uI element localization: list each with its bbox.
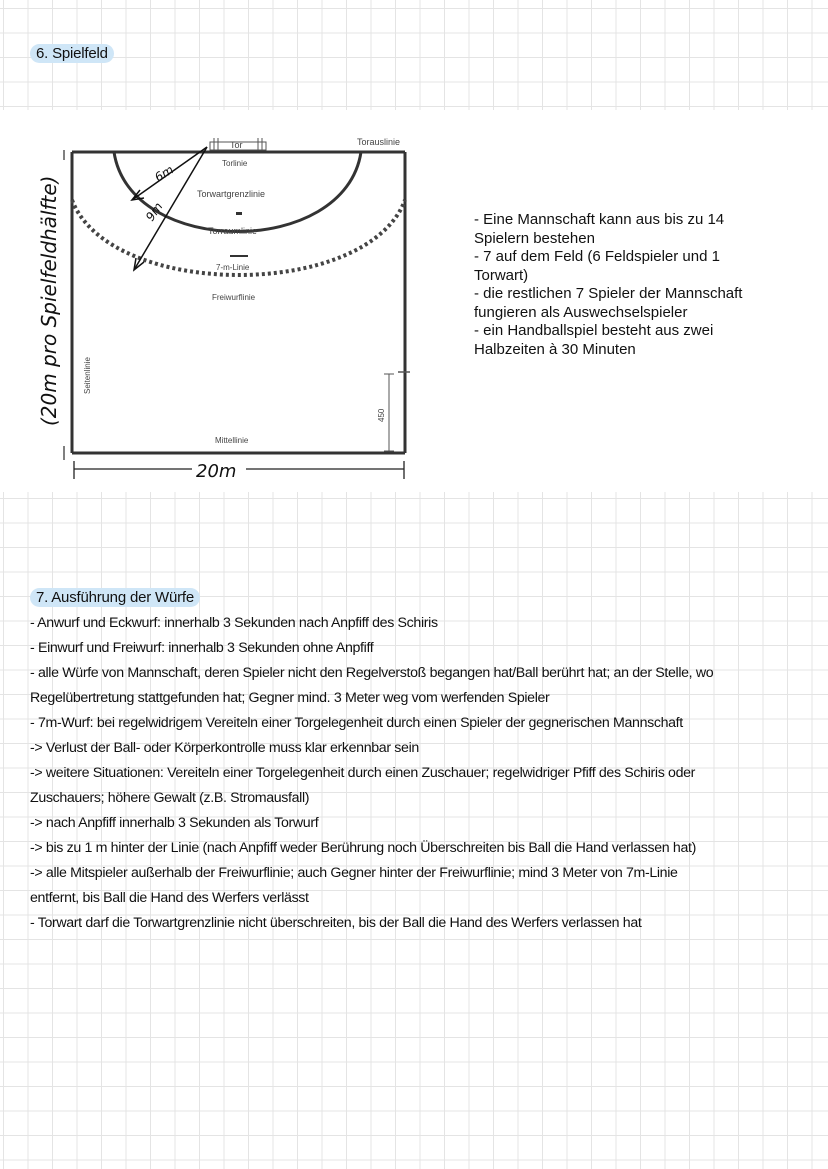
label-radius-6m: 6m <box>152 162 176 185</box>
throws-text <box>30 611 820 936</box>
label-torraumlinie: Torraumlinie <box>208 226 258 236</box>
info-line: Halbzeiten à 30 Minuten <box>474 340 636 358</box>
label-torauslinie: Torauslinie <box>357 137 401 147</box>
label-width-20m: 20m <box>196 461 237 482</box>
text-line: - Anwurf und Eckwurf: innerhalb 3 Sekunden nach Anpfiff des Schiris <box>30 615 438 631</box>
text-line: -> alle Mitspieler außerhalb der Freiwurflinie; auch Gegner hinter der Freiwurflinie; mind 3 Meter von 7m-Linie <box>30 865 678 881</box>
info-line: - die restlichen 7 Spieler der Mannschaft <box>474 285 743 302</box>
label-torlinie: Torlinie <box>222 159 248 168</box>
section-heading-spielfeld: 6. Spielfeld <box>30 44 114 63</box>
text-line: -> Verlust der Ball- oder Körperkontrolle muss klar erkennbar sein <box>30 740 419 756</box>
text-line: Regelübertretung stattgefunden hat; Gegner mind. 3 Meter weg vom werfenden Spieler <box>30 690 550 706</box>
goalkeeper-limit-mark <box>236 212 242 215</box>
team-info <box>474 211 794 359</box>
label-radius-9m: 9m <box>142 199 166 224</box>
label-tor: Tor <box>230 140 243 150</box>
section-heading-wuerfe: 7. Ausführung der Würfe <box>30 588 200 607</box>
info-line: Spielern bestehen <box>474 229 595 247</box>
text-line: Zuschauers; höhere Gewalt (z.B. Stromausfall) <box>30 790 310 806</box>
text-line: - Torwart darf die Torwartgrenzlinie nicht überschreiten, bis der Ball die Hand des Werfers verlassen hat <box>30 915 642 931</box>
label-450: 450 <box>377 408 386 422</box>
label-torwartgrenzlinie: Torwartgrenzlinie <box>197 189 266 199</box>
diagram-panel <box>0 110 828 492</box>
label-freiwurflinie: Freiwurflinie <box>212 293 256 302</box>
text-line: - alle Würfe von Mannschaft, deren Spieler nicht den Regelverstoß begangen hat/Ball berührt hat; an der Stelle, wo <box>30 665 714 681</box>
info-line: - Eine Mannschaft kann aus bis zu 14 <box>474 211 725 228</box>
text-line: entfernt, bis Ball die Hand des Werfers verlässt <box>30 890 309 906</box>
radius-9m-arrow <box>134 147 207 270</box>
info-line: - ein Handballspiel besteht aus zwei <box>474 322 714 339</box>
label-seitenlinie: Seitenlinie <box>83 357 92 394</box>
label-7m-linie: 7-m-Linie <box>216 263 250 272</box>
text-line: -> bis zu 1 m hinter der Linie (nach Anpfiff weder Berührung noch Überschreiten bis Ball die Hand verlassen hat) <box>30 840 696 856</box>
text-line: -> nach Anpfiff innerhalb 3 Sekunden als Torwurf <box>30 815 319 831</box>
info-line: Torwart) <box>474 266 529 284</box>
info-line: fungieren als Auswechselspieler <box>474 303 688 321</box>
info-line: - 7 auf dem Feld (6 Feldspieler und 1 <box>474 248 720 265</box>
text-line: - 7m-Wurf: bei regelwidrigem Vereiteln einer Torgelegenheit durch einen Spieler der gegnerischen Mannschaft <box>30 715 683 731</box>
side-note-20m: (20m pro Spielfeldhälfte) <box>37 175 61 426</box>
text-line: - Einwurf und Freiwurf: innerhalb 3 Sekunden ohne Anpfiff <box>30 640 374 656</box>
text-line: -> weitere Situationen: Vereiteln einer Torgelegenheit durch einen Zuschauer; regelwidriger Pfiff des Schiris oder <box>30 765 696 781</box>
label-mittellinie: Mittellinie <box>215 436 249 445</box>
